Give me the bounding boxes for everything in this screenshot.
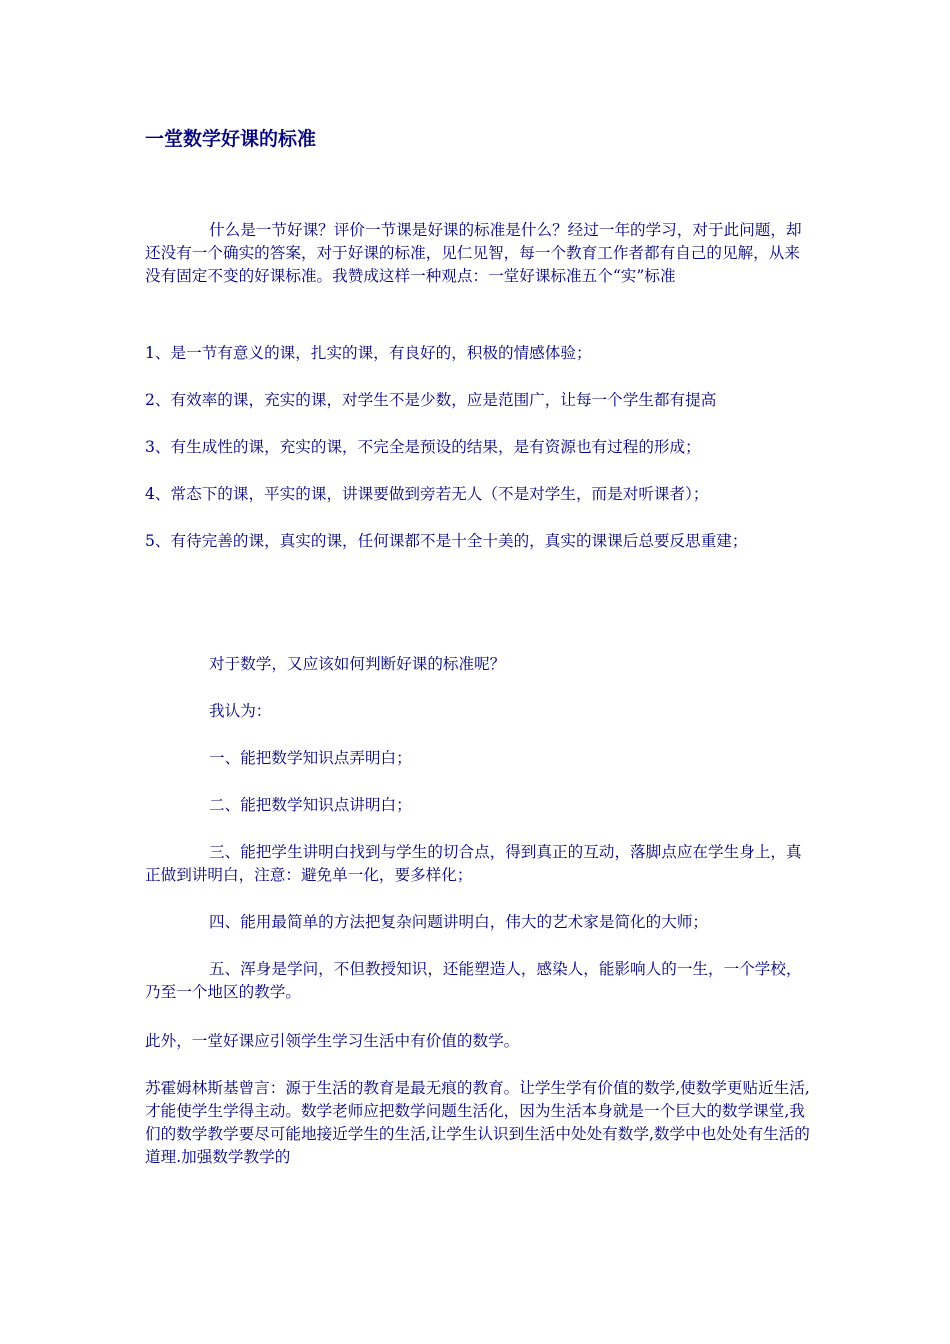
opinion-item-4: 四、能用最简单的方法把复杂问题讲明白，伟大的艺术家是简化的大师； — [209, 913, 709, 931]
standard-item-4: 4、常态下的课，平实的课，讲课要做到旁若无人（不是对学生，而是对听课者）； — [145, 485, 709, 503]
opinion-item-5: 五、浑身是学问，不但教授知识，还能塑造人，感染人，能影响人的一生，一个学校，乃至一个地区的教学。 — [145, 960, 802, 1001]
opinion-item-3: 三、能把学生讲明白找到与学生的切合点，得到真正的互动，落脚点应在学生身上，真正做到讲明白，注意：避免单一化，要多样化； — [145, 843, 802, 884]
standard-item-3: 3、有生成性的课，充实的课，不完全是预设的结果，是有资源也有过程的形成； — [145, 438, 701, 456]
intro-paragraph: 什么是一节好课？评价一节课是好课的标准是什么？经过一年的学习，对于此问题，却还没有一个确实的答案，对于好课的标准，见仁见智，每一个教育工作者都有自己的见解，从来没有固定不变的好课标准。我赞成这样一种观点：一堂好课标准五个“实”标准 — [145, 221, 802, 285]
opinion-intro: 我认为： — [209, 702, 272, 720]
opinion-item-1: 一、能把数学知识点弄明白； — [209, 749, 412, 767]
page-title: 一堂数学好课的标准 — [145, 128, 317, 150]
quote-paragraph: 苏霍姆林斯基曾言：源于生活的教育是最无痕的教育。让学生学有价值的数学,使数学更贴近生活,才能使学生学得主动。数学老师应把数学问题生活化，因为生活本身就是一个巨大的数学课堂,我们的数学教学要尽可能地接近学生的生活,让学生认识到生活中处处有数学,数学中也处处有生活的道理.加强数学教学的 — [145, 1079, 810, 1166]
standard-item-1: 1、是一节有意义的课，扎实的课，有良好的，积极的情感体验； — [145, 344, 592, 362]
opinion-item-2: 二、能把数学知识点讲明白； — [209, 796, 412, 814]
standard-item-5: 5、有待完善的课，真实的课，任何课都不是十全十美的，真实的课课后总要反思重建； — [145, 532, 748, 550]
standard-item-2: 2、有效率的课，充实的课，对学生不是少数，应是范围广，让每一个学生都有提高 — [145, 391, 717, 409]
question-paragraph: 对于数学，又应该如何判断好课的标准呢？ — [209, 655, 506, 673]
addition-paragraph: 此外，一堂好课应引领学生学习生活中有价值的数学。 — [145, 1032, 520, 1050]
